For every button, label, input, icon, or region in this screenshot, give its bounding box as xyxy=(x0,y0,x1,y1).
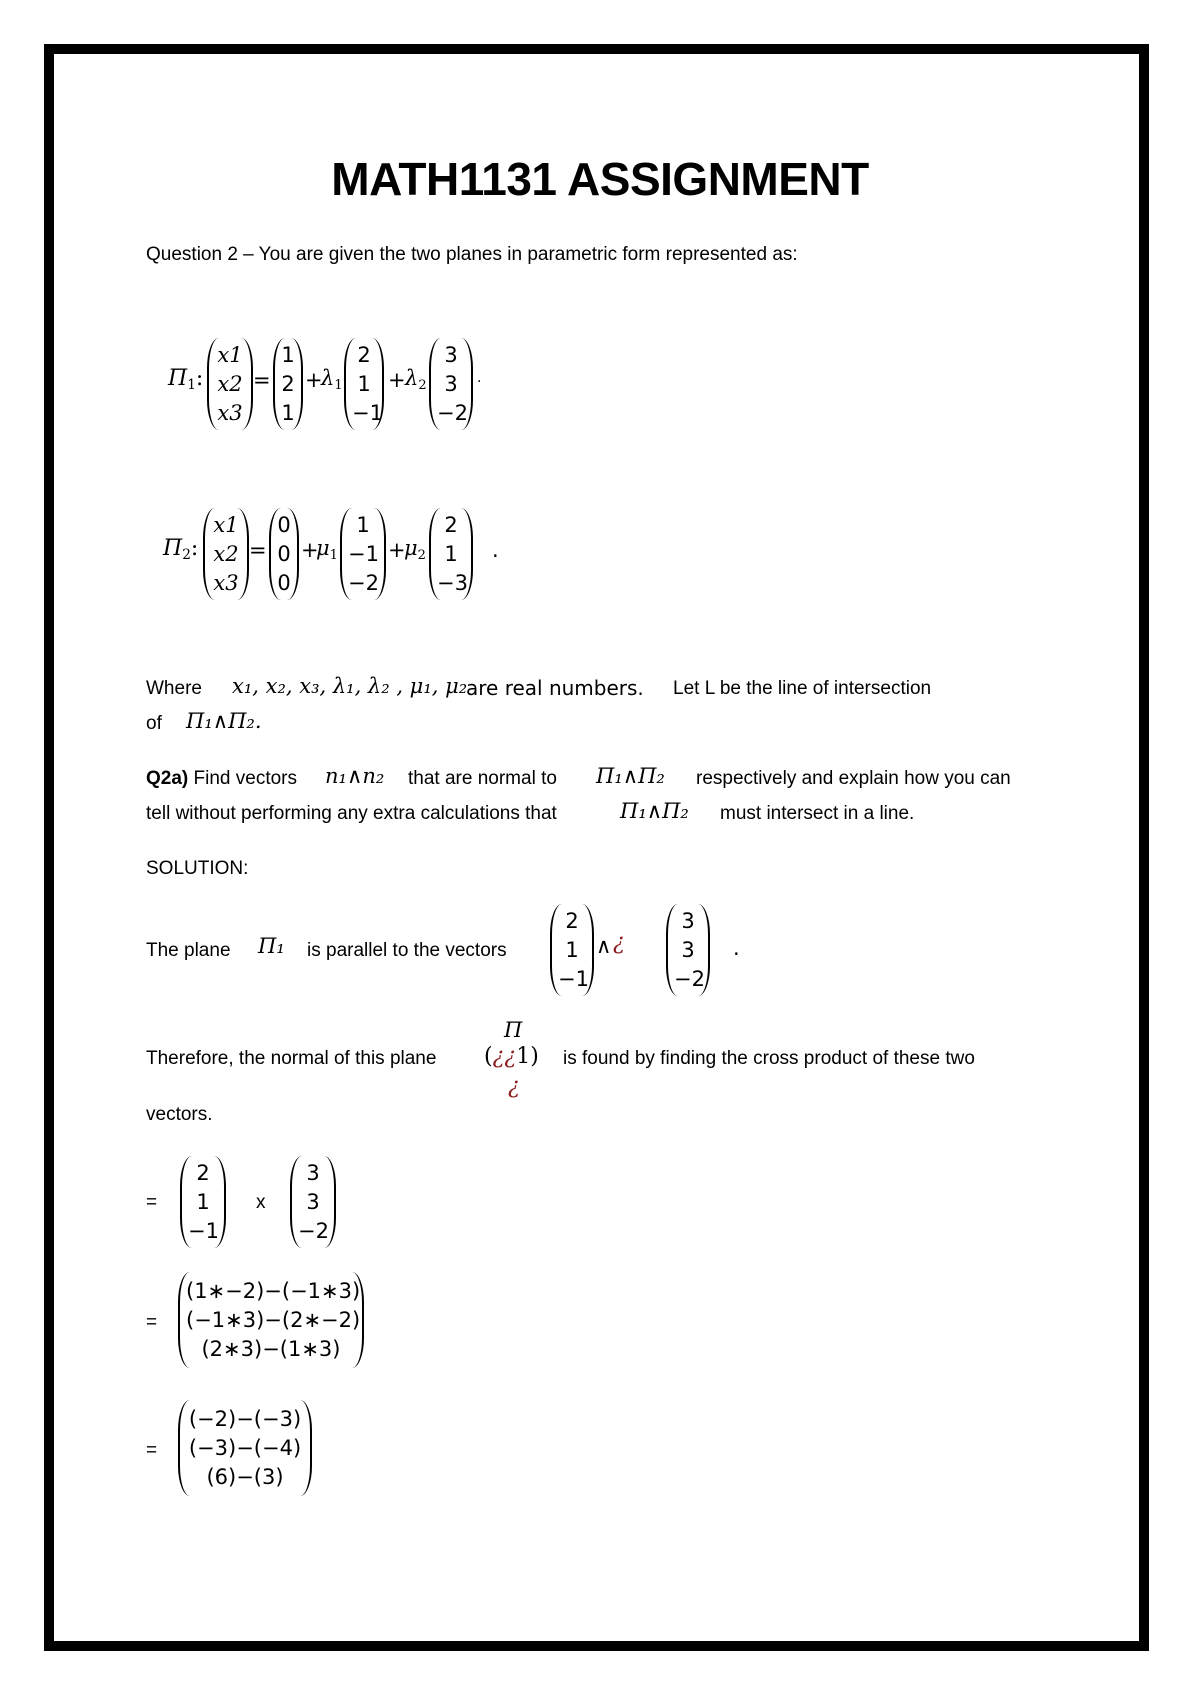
where-word: Where xyxy=(146,678,202,699)
vector-entry: 1 xyxy=(196,1189,210,1214)
expansion-row: (−1∗3)−(2∗−2) xyxy=(186,1307,361,1332)
wedge-symbol: ∧ xyxy=(596,934,612,958)
vector-entry: 1 xyxy=(281,342,295,367)
vector-entry: x1 xyxy=(217,342,243,367)
vector-entry: 0 xyxy=(277,512,291,537)
solution-heading: SOLUTION: xyxy=(146,858,249,879)
page-title: MATH1131 ASSIGNMENT xyxy=(331,153,869,205)
q2a-line1-end: respectively and explain how you can xyxy=(696,768,1011,789)
vector-entry: 0 xyxy=(277,541,291,566)
direction-vector-b xyxy=(666,904,710,996)
vector-entry: −2 xyxy=(348,570,379,595)
normals-wedge: n₁∧n₂ xyxy=(325,764,385,788)
vector-entry: 1 xyxy=(356,512,370,537)
where-rest: Let L be the line of intersection xyxy=(673,678,932,699)
vector-entry: 2 xyxy=(444,512,458,537)
cross-vector-a xyxy=(180,1156,226,1248)
simplified-row: (−2)−(−3) xyxy=(188,1406,302,1431)
question-intro: Question 2 – You are given the two planes in parametric form represented as: xyxy=(146,244,798,265)
mu2: $\mu_2$ xyxy=(404,536,426,563)
mu1: $\mu_1$ xyxy=(316,536,338,563)
vector-entry: x2 xyxy=(213,541,239,566)
equals-sign: = xyxy=(249,538,267,562)
period: . xyxy=(477,370,482,386)
expansion-row: (1∗−2)−(−1∗3) xyxy=(186,1278,361,1303)
vector-entry: 3 xyxy=(444,371,458,396)
vector-entry: 1 xyxy=(281,400,295,425)
vector-entry: 3 xyxy=(444,342,458,367)
cross-product-expansion xyxy=(178,1272,364,1368)
vector-entry: x2 xyxy=(217,371,243,396)
vector-entry: −1 xyxy=(352,400,383,425)
vector-entry: 2 xyxy=(281,371,295,396)
garbled-glyph: ¿ xyxy=(613,930,625,955)
vector-entry: 1 xyxy=(357,371,371,396)
solution-line2 xyxy=(146,1048,436,1070)
lambda1: $\lambda_1$ xyxy=(321,366,343,393)
cross-symbol: x xyxy=(256,1192,266,1213)
vector-entry: x1 xyxy=(213,512,239,537)
planes-wedge: Π₁∧Π₂ xyxy=(620,799,689,823)
vector-entry: 1 xyxy=(444,541,458,566)
plus-sign: + xyxy=(388,368,406,392)
plus-sign: + xyxy=(305,368,323,392)
simplified-row: (−3)−(−4) xyxy=(188,1435,302,1460)
solution-line2-start: Therefore, the normal of this plane xyxy=(146,1048,437,1069)
solution-line1-mid: is parallel to the vectors xyxy=(307,940,507,961)
vector-entry: −1 xyxy=(558,966,589,991)
vector-entry: 3 xyxy=(681,937,695,962)
direction-vector-a xyxy=(550,904,594,996)
vector-entry: x3 xyxy=(217,400,243,425)
vector-entry: −3 xyxy=(437,570,468,595)
vector-entry: 3 xyxy=(306,1189,320,1214)
plane1-point-vector xyxy=(273,338,303,430)
plane2-label: $\Pi_2$: xyxy=(163,536,199,564)
lambda2: $\lambda_2$ xyxy=(405,366,427,393)
equals-sign: = xyxy=(146,1192,158,1213)
vector-entry: 1 xyxy=(565,937,579,962)
q2a-line2-start: tell without performing any extra calculations that xyxy=(146,803,557,824)
vector-entry: 2 xyxy=(196,1160,210,1185)
vector-entry: 3 xyxy=(681,908,695,933)
vector-entry: 0 xyxy=(277,570,291,595)
cross-vector-b xyxy=(290,1156,336,1248)
plus-sign: + xyxy=(301,538,319,562)
planes-wedge: Π₁∧Π₂. xyxy=(186,709,262,733)
vector-entry: 2 xyxy=(357,342,371,367)
period: . xyxy=(733,936,740,960)
garbled-bottom: ¿ xyxy=(508,1074,520,1099)
equals-sign: = xyxy=(146,1440,158,1461)
vector-entry: −2 xyxy=(437,400,468,425)
planes-wedge: Π₁∧Π₂ xyxy=(596,764,665,788)
solution-line1-start: The plane xyxy=(146,940,231,961)
vector-entry: −2 xyxy=(674,966,705,991)
plane2-point-vector xyxy=(269,508,299,600)
plane2-direction2-vector xyxy=(429,508,473,600)
cross-product-simplified xyxy=(178,1400,312,1496)
plane1-symbol: Π₁ xyxy=(258,934,285,958)
vector-entry: −2 xyxy=(298,1218,329,1243)
q2a-line1-mid: that are normal to xyxy=(408,768,557,789)
vector-entry: −1 xyxy=(348,541,379,566)
plus-sign: + xyxy=(388,538,406,562)
vector-entry: 3 xyxy=(306,1160,320,1185)
plane1-direction2-vector xyxy=(429,338,473,430)
of-word: of xyxy=(146,713,162,734)
plane1-label: $\Pi_1$: xyxy=(168,366,204,394)
vector-entry: 2 xyxy=(565,908,579,933)
plane2-direction1-vector xyxy=(340,508,386,600)
equals-sign: = xyxy=(146,1312,158,1333)
solution-line3: vectors. xyxy=(146,1104,213,1125)
garbled-expression: (¿¿1) xyxy=(484,1044,539,1069)
solution-line2-end: is found by finding the cross product of these two xyxy=(563,1048,975,1069)
plane1-lhs-vector xyxy=(207,338,253,430)
period: . xyxy=(492,538,499,562)
expansion-row: (2∗3)−(1∗3) xyxy=(201,1336,341,1361)
simplified-row: (6)−(3) xyxy=(206,1464,284,1489)
q2a-line2-end: must intersect in a line. xyxy=(720,803,915,824)
real-numbers-text: are real numbers. xyxy=(466,676,644,700)
vector-entry: x3 xyxy=(213,570,239,595)
garbled-top: Π xyxy=(504,1018,523,1042)
equals-sign: = xyxy=(253,368,271,392)
variables-list: x₁, x₂, x₃, λ₁, λ₂ , μ₁, μ₂ xyxy=(232,674,468,698)
plane1-direction1-vector xyxy=(344,338,384,430)
q2a-line1-start: Q2a) Find vectors xyxy=(146,768,298,789)
vector-entry: −1 xyxy=(188,1218,219,1243)
plane2-lhs-vector xyxy=(203,508,249,600)
